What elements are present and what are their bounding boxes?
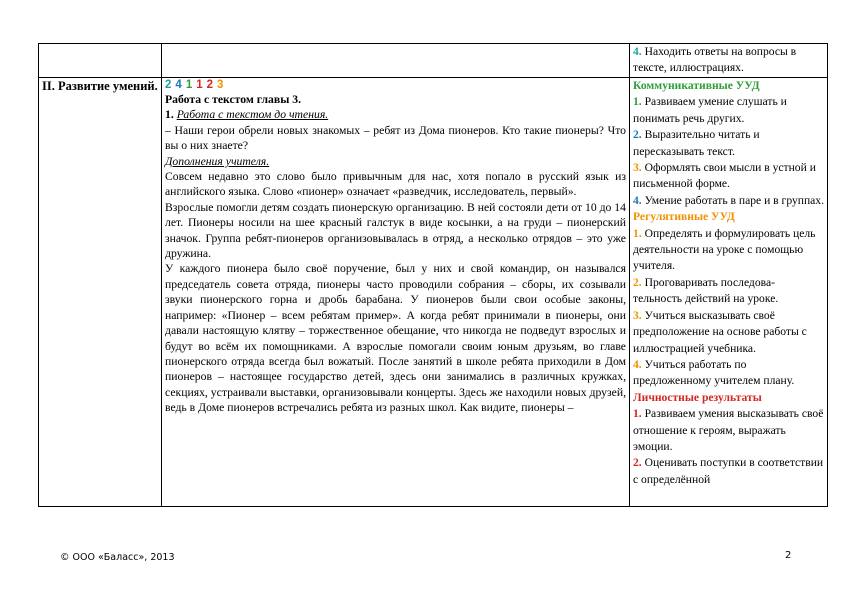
number-mark: 1 [185,79,194,91]
copyright: © ООО «Баласс», 2013 [60,552,175,563]
content-cell [162,78,630,507]
item-text: Оценивать поступки в соответствии с определённой [633,456,824,486]
uud-cell [630,44,828,78]
list-item [633,406,824,455]
lesson-plan-table [38,43,828,507]
list-item [633,308,824,357]
page-number: 2 [785,550,792,561]
number-marks [165,78,626,92]
section-heading: Работа с текстом главы 3. [165,93,302,106]
paragraph: У каждого пионера было своё поручение, был у них и свой командир, он назывался председатель совета отряда, пионеры часто проводили собрания – сборы, их созывали звуки пионерского горна и дробь барабана. У пионеров были свои особые законы, например: «Пионер – всем ребятам пример». А когда ребят принимали в пионеры, они давали настоящую клятву – торжественное обещание, что никогда не подведут взрослых и будут во всём их помощниками. А взрослые помогали своим юным друзьям, во главе пионерского отряда всегда был вожатый. После занятий в школе ребята приходили в Дом пионеров – настоящее государство детей, здесь они занимались в различных кружках, секциях, устраивали выставки, организовывали концерты. Здесь же находили новых друзей, ведь в Доме пионеров встречались ребята из разных школ. Как видите, пионеры – [165,262,626,415]
item-number: 1. [633,95,642,109]
list-item [633,275,824,308]
number-mark: 4 [175,79,183,91]
item-text: Развиваем умение слушать и понимать речь других. [633,95,787,125]
reg-uud-title: Регулятивные УУД [633,210,735,224]
task-title: Работа с текстом до чтения. [176,108,329,122]
teacher-note: Дополнения учителя. [165,154,270,168]
item-text: Проговаривать последова-тельность действий на уроке. [633,275,779,306]
task-line [165,107,626,122]
uud-cell [630,78,828,507]
paragraph: – Наши герои обрели новых знакомых – ребят из Дома пионеров. Кто такие пионеры? Что вы о них знаете? [165,123,626,153]
list-item [633,127,824,160]
item-number: 1. [633,407,642,421]
item-number: 2. [633,128,642,142]
item-number: 4. [633,193,642,207]
task-number: 1. [165,108,177,122]
item-text: Умение работать в паре и в группах. [641,193,825,207]
paragraph: Взрослые помогли детям создать пионерскую организацию. В ней состояли дети от 10 до 14 лет. Пионеры носили на шее красный галстук в виде косынки, а на груди – пионерский значок. Группа ребят-пионеров организовывалась в отряд, а несколько отрядов – это уже дружина. [165,200,626,261]
number-mark: 2 [206,79,215,91]
stage-cell [39,44,162,78]
item-number: 2. [633,456,642,470]
list-item [633,94,824,127]
list-item [633,193,824,209]
item-text: Определять и формулировать цель деятельности на уроке с помощью учителя. [633,226,816,273]
item-text: Учиться работать по предложенному учителем плану. [633,357,795,388]
stage-cell [39,78,162,507]
list-item [633,357,824,390]
item-text: Выразительно читать и пересказывать текст. [633,128,760,158]
item-text: Находить ответы на вопросы в тексте, иллюстрациях. [633,45,797,75]
number-mark: 1 [196,79,204,91]
item-text: Оформлять свои мысли в устной и письменной форме. [633,161,816,191]
list-item [633,160,824,193]
number-mark: 3 [217,79,225,91]
paragraph: Совсем недавно это слово было привычным для нас, хотя попало в русский язык из английского языка. Слово «пионер» означает «разведчик, исследователь, первый». [165,170,626,199]
table-row [39,78,828,507]
item-number: 3. [633,161,642,175]
content-cell [162,44,630,78]
item-number: 4. [633,357,642,371]
item-number: 3. [633,308,642,322]
item-text: Учиться высказывать своё предположение на основе работы с иллюстрацией учебника. [633,308,807,355]
stage-title: II. Развитие умений. [42,79,158,93]
item-number: 1. [633,226,642,240]
number-mark: 2 [165,79,173,91]
comm-uud-title: Коммуникативные УУД [633,79,760,92]
list-item [633,226,824,275]
personal-results-title: Личностные результаты [633,390,762,404]
item-number: 4. [633,45,642,58]
list-item [633,455,824,488]
item-text: Развиваем умения высказывать своё отношение к героям, выражать эмоции. [633,407,824,453]
item-number: 2. [633,275,642,289]
table-row [39,44,828,78]
